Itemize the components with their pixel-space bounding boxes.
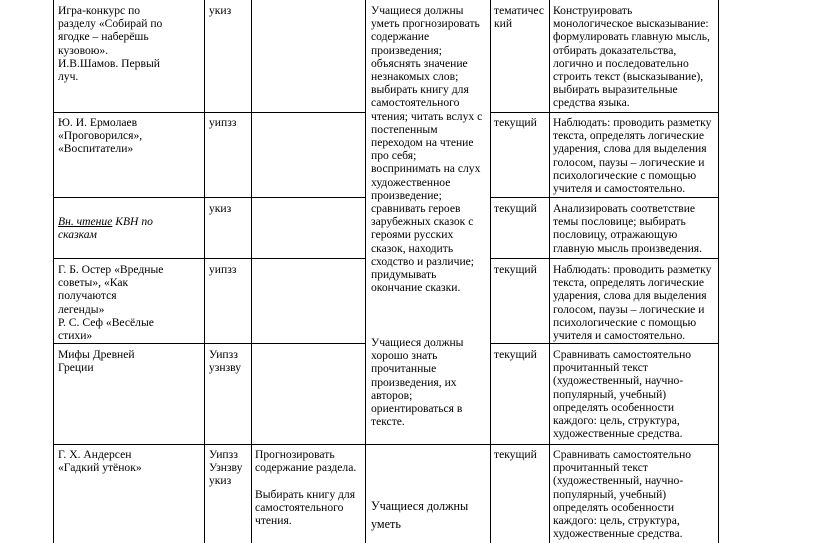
table-col-divider-2 [251, 0, 252, 543]
row-divider-4b [490, 343, 718, 344]
table-col-divider-6 [718, 0, 719, 543]
row-divider-1a [53, 112, 365, 113]
row-divider-2a [53, 197, 365, 198]
row-divider-3a [53, 258, 365, 259]
table-col-divider-5 [549, 0, 550, 543]
table-border-left [53, 0, 54, 543]
control-type: текущий [494, 263, 537, 276]
lesson-type: уипзз [209, 116, 237, 129]
activity-description: Наблюдать: проводить разметку текста, определять логические ударения, слова для выделения голосом, паузы – логические и психологические с помощью учителя и самостоятельно. [553, 116, 712, 196]
learning-results-text: Учащиеся должны хорошо знать прочитанные произведения, их авторов; ориентироваться в тексте. [371, 336, 464, 429]
activity-description: Сравнивать самостоятельно прочитанный текст (художественный, научно- популярный, учебный) определять особенности каждого: цель, структура, художественные средства. [553, 448, 692, 541]
table-col-divider-3 [365, 0, 366, 543]
activity-description: Наблюдать: проводить разметку текста, определять логические ударения, слова для выделения голосом, паузы – логические и психологические с помощью учителя и самостоятельно. [553, 263, 712, 343]
lesson-title: Игра-конкурс по разделу «Собирай по ягодке – наберёшь кузовою». И.В.Шамов. Первый луч. [58, 4, 163, 84]
row-divider-5 [53, 444, 718, 445]
extracurricular-reading-label: Вн. чтение [58, 215, 113, 229]
row-divider-2b [490, 197, 718, 198]
lesson-title: Мифы Древней Греции [58, 348, 135, 375]
lesson-type: Уипзз узнзву [209, 348, 242, 375]
lesson-title-rest: КВН по сказкам [58, 215, 153, 242]
lesson-title: Г. Б. Остер «Вредные советы», «Как получаются легенды» Р. С. Сеф «Весёлые стихи» [58, 263, 164, 343]
lesson-title [58, 202, 153, 242]
lesson-type: Уипзз Узнзву укиз [209, 448, 243, 488]
control-type: текущий [494, 202, 537, 215]
lesson-type: уипзз [209, 263, 237, 276]
lesson-type: укиз [209, 4, 232, 17]
learning-results-text: Учащиеся должны уметь прогнозировать содержание произведения; объяснять значение незнакомых слов; выбирать книгу для самостоятельного чтения; читать вслух с постепенным переходом на чтение про себя; воспринимать на слух художественное произведение; сравнивать героев зарубежных сказок с героями русских сказок, находить сходство и различие; придумывать окончание сказки. [371, 4, 483, 295]
row-divider-3b [490, 258, 718, 259]
row-divider-4a [53, 343, 365, 344]
table-col-divider-1 [204, 0, 205, 543]
learning-results-text: Учащиеся должны [371, 499, 469, 513]
lesson-title: Ю. И. Ермолаев «Проговорился», «Воспитатели» [58, 116, 143, 156]
lesson-goal: Прогнозировать содержание раздела. Выбирать книгу для самостоятельного чтения. [255, 448, 357, 528]
activity-description: Сравнивать самостоятельно прочитанный текст (художественный, научно- популярный, учебный) определять особенности каждого: цель, структура, художественные средства. [553, 348, 692, 441]
lesson-type: укиз [209, 202, 232, 215]
control-type: текущий [494, 116, 537, 129]
table-col-divider-4 [490, 0, 491, 543]
learning-results-text: уметь [371, 517, 401, 531]
activity-description: Анализировать соответствие темы пословице; выбирать пословицу, отражающую главную мысль произведения. [553, 202, 703, 255]
control-type: тематичес кий [494, 4, 544, 31]
control-type: текущий [494, 448, 537, 461]
row-divider-1b [490, 112, 718, 113]
lesson-title: Г. Х. Андерсен «Гадкий утёнок» [58, 448, 142, 475]
control-type: текущий [494, 348, 537, 361]
activity-description: Конструировать монологическое высказывание: формулировать главную мысль, отбирать доказательства, логично и последовательно строить текст (высказывание), выбирать выразительные средства языка. [553, 4, 710, 110]
